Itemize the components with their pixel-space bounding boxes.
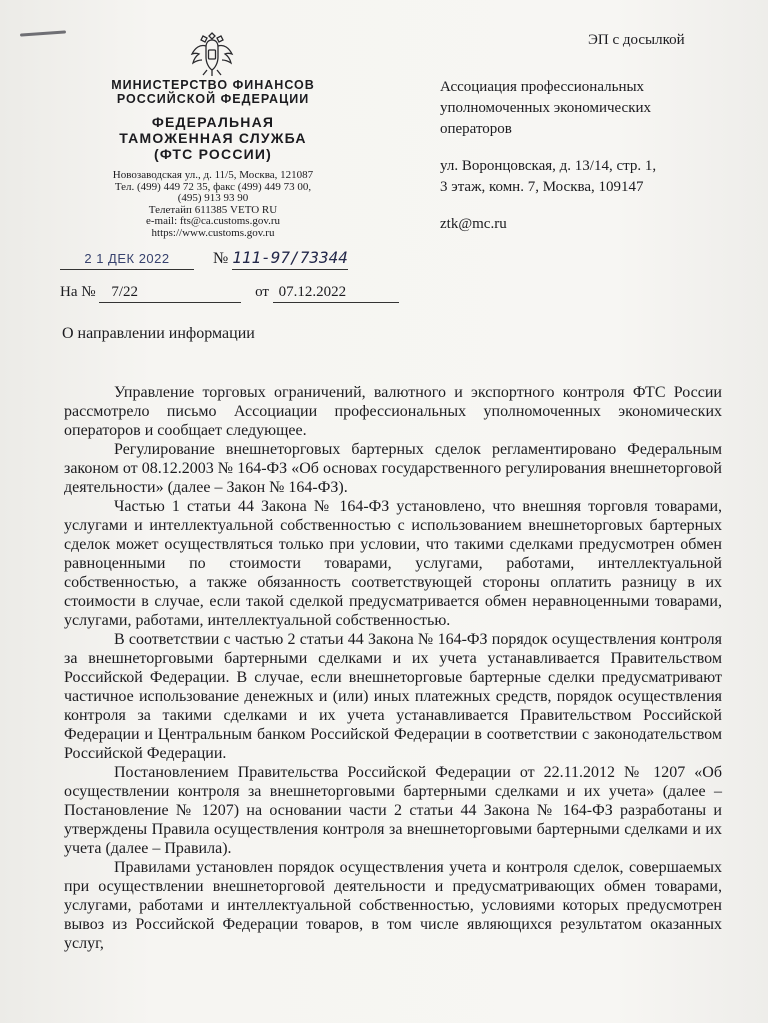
registration-number [213, 247, 353, 269]
contact-line: (495) 913 93 90 [177, 192, 249, 204]
reference-label: На № [60, 284, 96, 300]
contact-block [78, 170, 348, 239]
recipient-name-line: уполномоченных экономических [440, 100, 652, 116]
number-label: № [213, 250, 229, 267]
body-paragraph: Управление торговых ограничений, валютного и экспортного контроля ФТС России рассмотрело письмо Ассоциации профессиональных уполномоченных экономических операторов и сообщает следующее. [64, 384, 722, 439]
recipient-name [440, 77, 740, 140]
contact-line: Телетайп 611385 VETO RU [148, 203, 278, 216]
pen-mark [20, 30, 66, 36]
reference-number: 7/22 [99, 282, 241, 303]
delivery-note: ЭП с досылкой [588, 32, 685, 48]
ministry-name [78, 78, 348, 106]
contact-website[interactable]: https://www.customs.gov.ru [151, 226, 275, 239]
service-line: ТАМОЖЕННАЯ СЛУЖБА [119, 130, 307, 146]
reference-line [60, 282, 399, 303]
body-paragraph: Правилами установлен порядок осуществления учета и контроля сделок, совершаемых при осуществлении внешнеторговой деятельности и предусматривающих обмен товарами, услугами, работами и интеллектуальной собственностью, условиями которых предусмотрен вывоз из Российской Федерации товаров, в том числе являющихся результатом оказанных услуг, [64, 859, 722, 952]
contact-line: Новозаводская ул., д. 11/5, Москва, 121087 [112, 169, 314, 181]
letterhead [78, 78, 348, 239]
body-paragraph: Постановлением Правительства Российской Федерации от 22.11.2012 № 1207 «Об осуществлении контроля за внешнеторговыми бартерными сделками и их учета» (далее – Постановление № 1207) на основании части 2 статьи 44 Закона № 164-ФЗ разработаны и утверждены Правила осуществления контроля за внешнеторговыми бартерными сделками и их учета (далее – Правила). [64, 764, 722, 857]
recipient-address-line: ул. Воронцовская, д. 13/14, стр. 1, [440, 158, 657, 174]
letter-subject: О направлении информации [62, 325, 255, 342]
reference-from-label: от [255, 284, 269, 300]
registration-number-value: 111-97/73344 [232, 247, 348, 270]
recipient-block [440, 77, 740, 235]
recipient-email[interactable]: ztk@mc.ru [440, 216, 507, 232]
service-name [78, 114, 348, 162]
letter-body [64, 383, 722, 953]
service-line: ФЕДЕРАЛЬНАЯ [151, 114, 275, 130]
recipient-address [440, 156, 740, 198]
recipient-name-line: операторов [440, 121, 512, 137]
ministry-line: МИНИСТЕРСТВО ФИНАНСОВ [111, 78, 315, 92]
recipient-address-line: 3 этаж, комн. 7, Москва, 109147 [440, 179, 644, 195]
coat-of-arms-icon [189, 30, 235, 78]
recipient-name-line: Ассоциация профессиональных [440, 79, 645, 95]
body-paragraph: В соответствии с частью 2 статьи 44 Закона № 164-ФЗ порядок осуществления контроля за внешнеторговыми бартерными сделками и их учета устанавливается Правительством Российской Федерации. В случае, если внешнеторговые бартерные сделки предусматривают частичное использование денежных и (или) иных платежных средств, порядок осуществления контроля за такими сделками и их учета устанавливается Правительством Российской Федерации и Центральным банком Российской Федерации в соответствии с законодательством Российской Федерации. [64, 631, 722, 762]
registration-date-stamp: 2 1 ДЕК 2022 [60, 247, 194, 270]
contact-email[interactable]: e-mail: fts@ca.customs.gov.ru [145, 215, 281, 227]
ministry-line: РОССИЙСКОЙ ФЕДЕРАЦИИ [116, 92, 310, 106]
contact-line: Тел. (499) 449 72 35, факс (499) 449 73 00, [114, 180, 312, 193]
reference-date: 07.12.2022 [273, 282, 399, 303]
body-paragraph: Регулирование внешнеторговых бартерных сделок регламентировано Федеральным законом от 08.12.2003 № 164-ФЗ «Об основах государственного регулирования внешнеторговой деятельности» (далее – Закон № 164-ФЗ). [64, 441, 722, 496]
body-paragraph: Частью 1 статьи 44 Закона № 164-ФЗ установлено, что внешняя торговля товарами, услугами и интеллектуальной собственностью с использованием внешнеторговых бартерных сделок может осуществляться только при условии, что такими сделками предусмотрен обмен равноценными по стоимости товарами, услугами, работами, интеллектуальной собственностью, а также обязанность соответствующей стороны оплатить разницу в их стоимости в случае, если такой сделкой предусматривается обмен неравноценными товарами, услугами, работами, интеллектуальной собственностью. [64, 498, 722, 629]
service-line: (ФТС РОССИИ) [153, 146, 273, 162]
